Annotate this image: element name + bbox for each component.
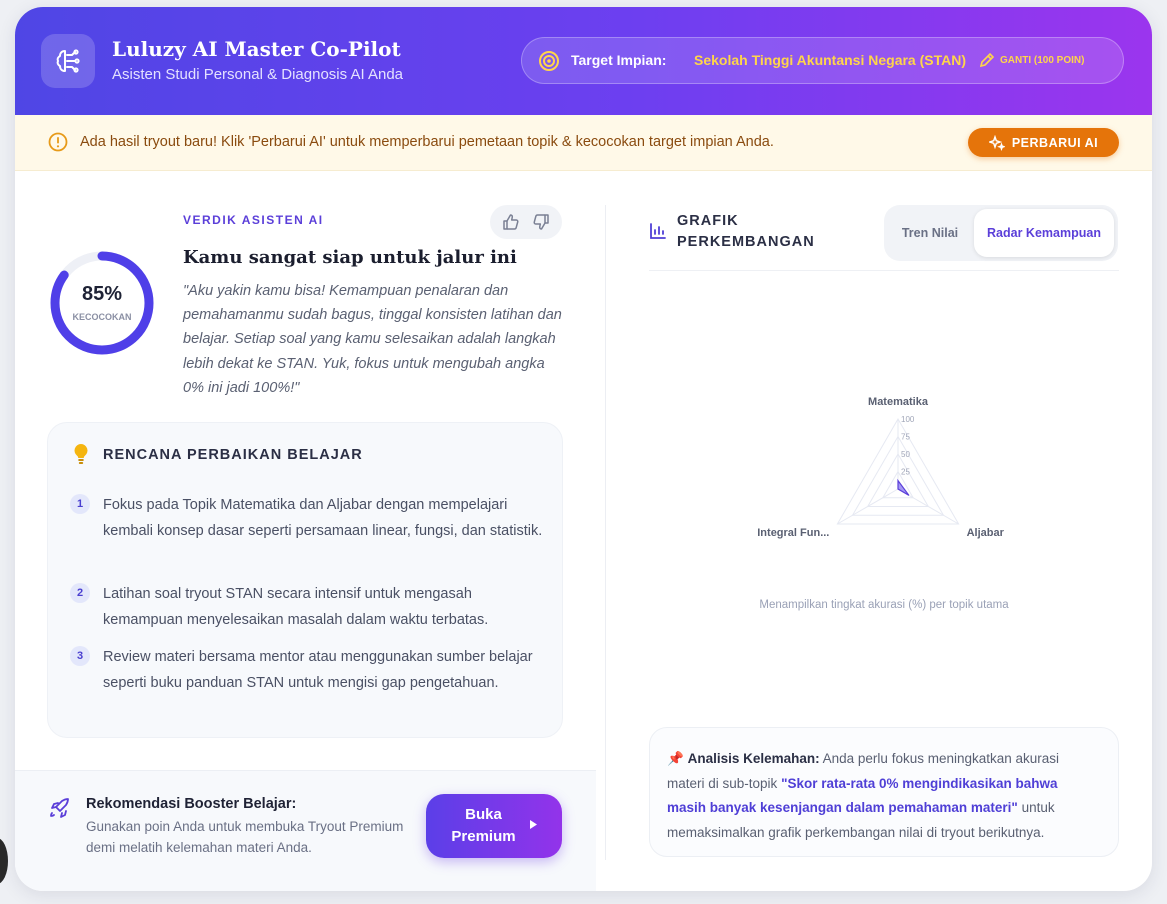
app-title: Luluzy AI Master Co-Pilot [112, 37, 401, 61]
open-premium-button[interactable] [426, 794, 562, 858]
bar-chart-icon [649, 222, 667, 245]
plan-item-number: 2 [70, 583, 90, 603]
plan-item-number: 1 [70, 494, 90, 514]
notice-text: Ada hasil tryout baru! Klik 'Perbarui AI' untuk memperbarui pemetaan topik & kecocokan target impian Anda. [80, 134, 774, 150]
feedback-group [490, 205, 562, 239]
verdict-title: Kamu sangat siap untuk jalur ini [183, 247, 517, 268]
tab-trend[interactable]: Tren Nilai [901, 226, 959, 240]
tab-radar[interactable]: Radar Kemampuan [974, 209, 1114, 257]
radar-chart [715, 389, 1035, 549]
pencil-icon [978, 51, 996, 69]
radar-category-label: Integral Fun... [757, 527, 830, 539]
match-percent: 85% [81, 283, 123, 305]
target-value: Sekolah Tinggi Akuntansi Negara (STAN) [694, 52, 966, 68]
thumbs-up-icon[interactable] [501, 212, 521, 232]
radar-tick-label: 75 [901, 432, 910, 442]
refresh-ai-label: PERBARUI AI [1011, 135, 1099, 150]
chart-tabs [884, 205, 1118, 261]
chart-header-divider [649, 270, 1119, 271]
chart-panel-title: GRAFIK PERKEMBANGAN [677, 213, 815, 250]
header-bar [15, 7, 1152, 115]
weakness-analysis-box [649, 727, 1119, 857]
match-gauge [49, 250, 155, 356]
radar-tick-label: 25 [901, 467, 910, 477]
booster-title: Rekomendasi Booster Belajar: [86, 796, 297, 812]
radar-tick-label: 100 [901, 415, 915, 424]
radar-tick-label: 50 [901, 450, 910, 459]
weakness-lead: Analisis Kelemahan: [687, 751, 820, 766]
radar-category-label: Aljabar [966, 527, 1004, 539]
change-target-button[interactable] [978, 51, 1084, 69]
sparkles-icon [989, 135, 1005, 151]
rocket-icon [48, 797, 72, 826]
copilot-card [15, 7, 1152, 891]
dream-target-pill [521, 37, 1124, 84]
target-icon [538, 50, 560, 77]
weakness-text-after: untuk memaksimalkan grafik perkembangan nilai di tryout berikutnya. [667, 800, 1055, 840]
update-notice-banner [15, 115, 1152, 171]
thumbs-down-icon[interactable] [531, 212, 551, 232]
play-arrow-icon [529, 815, 538, 837]
study-plan-box [47, 422, 563, 738]
lightbulb-icon [72, 443, 90, 470]
study-plan-title: RENCANA PERBAIKAN BELAJAR [103, 447, 363, 463]
edge-avatar-fragment [0, 838, 8, 884]
pin-icon: 📌 [667, 751, 684, 766]
verdict-quote: "Aku yakin kamu bisa! Kemampuan penalaran dan pemahamanmu sudah bagus, tinggal konsisten latihan dan belajar. Setiap soal yang kamu selesaikan adalah langkah lebih dekat ke STAN. Yuk, fokus untuk mengubah angka 0% ini jadi 100%!" [183, 283, 562, 396]
brain-logo-icon [41, 34, 95, 88]
target-label: Target Impian: [571, 52, 667, 68]
match-caption: KECOCOKAN [72, 312, 132, 322]
open-premium-label: Buka Premium [451, 806, 516, 845]
radar-category-label: Matematika [868, 396, 928, 408]
plan-item-text: Latihan soal tryout STAN secara intensif untuk mengasah kemampuan menyelesaikan masalah dalam waktu terbatas. [103, 586, 489, 629]
booster-description: Gunakan poin Anda untuk membuka Tryout Premium demi melatih kelemahan materi Anda. [86, 819, 404, 855]
change-target-label: GANTI (100 POIN) [1000, 54, 1085, 66]
column-divider [605, 205, 606, 860]
app-subtitle: Asisten Studi Personal & Diagnosis AI Anda [112, 66, 404, 83]
alert-circle-icon [48, 132, 68, 157]
weakness-highlight: "Skor rata-rata 0% mengindikasikan bahwa masih banyak kesenjangan dalam pemahaman materi" [667, 775, 1058, 816]
plan-item-number: 3 [70, 646, 90, 666]
weakness-text-before: Anda perlu fokus meningkatkan akurasi materi di sub-topik [667, 751, 1060, 791]
plan-item-text: Review materi bersama mentor atau menggunakan sumber belajar seperti buku panduan STAN untuk mengisi gap pengetahuan. [103, 649, 533, 692]
plan-item-text: Fokus pada Topik Matematika dan Aljabar dengan mempelajari kembali konsep dasar seperti persamaan linear, fungsi, dan statistik. [103, 497, 543, 540]
verdict-tag: VERDIK ASISTEN AI [183, 213, 324, 227]
refresh-ai-button[interactable] [968, 128, 1119, 157]
chart-caption: Menampilkan tingkat akurasi (%) per topik utama [759, 599, 1009, 611]
booster-recommendation [15, 770, 596, 891]
